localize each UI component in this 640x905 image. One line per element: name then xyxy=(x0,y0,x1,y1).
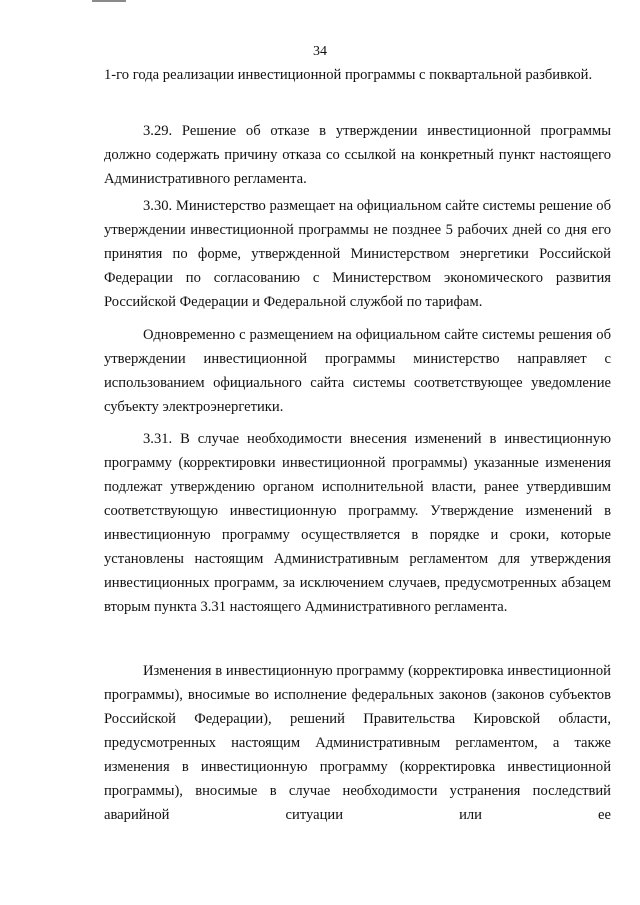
scan-edge-mark xyxy=(92,0,126,2)
paragraph-changes: Изменения в инвестиционную программу (корректировка инвестиционной программы), вносимые во исполнение федеральных законов (законов субъектов Российской Федерации), решений Правительства Кировской области, предусмотренных настоящим Административным регламентом, а также изменения в инвестиционную программу (корректировка инвестиционной программы), вносимые в случае необходимости устранения последствий аварийной ситуации или ее xyxy=(104,663,611,823)
paragraph-3-30: 3.30. Министерство размещает на официальном сайте системы решение об утверждении инвестиционной программы не позднее 5 рабочих дней со дня его принятия по форме, утвержденной Министерством энергетики Российской Федерации по согласованию с Министерством экономического развития Российской Федерации и Федеральной службой по тарифам. xyxy=(104,198,611,310)
paragraph-3-29: 3.29. Решение об отказе в утверждении инвестиционной программы должно содержать причину отказа со ссылкой на конкретный пункт настоящего Административного регламента. xyxy=(104,123,611,187)
paragraph-continuation: 1-го года реализации инвестиционной программы с поквартальной разбивкой. xyxy=(104,67,593,83)
paragraph-3-31: 3.31. В случае необходимости внесения изменений в инвестиционную программу (корректировки инвестиционной программы) указанные изменения подлежат утверждению органом исполнительной власти, ранее утвердившим соответствующую инвестиционную программу. Утверждение изменений в инвестиционную программу осуществляется в порядке и сроки, которые установлены настоящим Административным регламентом для утверждения инвестиционных программ, за исключением случаев, предусмотренных абзацем вторым пункта 3.31 настоящего Административного регламента. xyxy=(104,431,611,615)
paragraph-notification: Одновременно с размещением на официальном сайте системы решения об утверждении инвестиционной программы министерство направляет с использованием официального сайта системы соответствующее уведомление субъекту электроэнергетики. xyxy=(104,327,611,415)
page-number: 34 xyxy=(313,44,327,59)
